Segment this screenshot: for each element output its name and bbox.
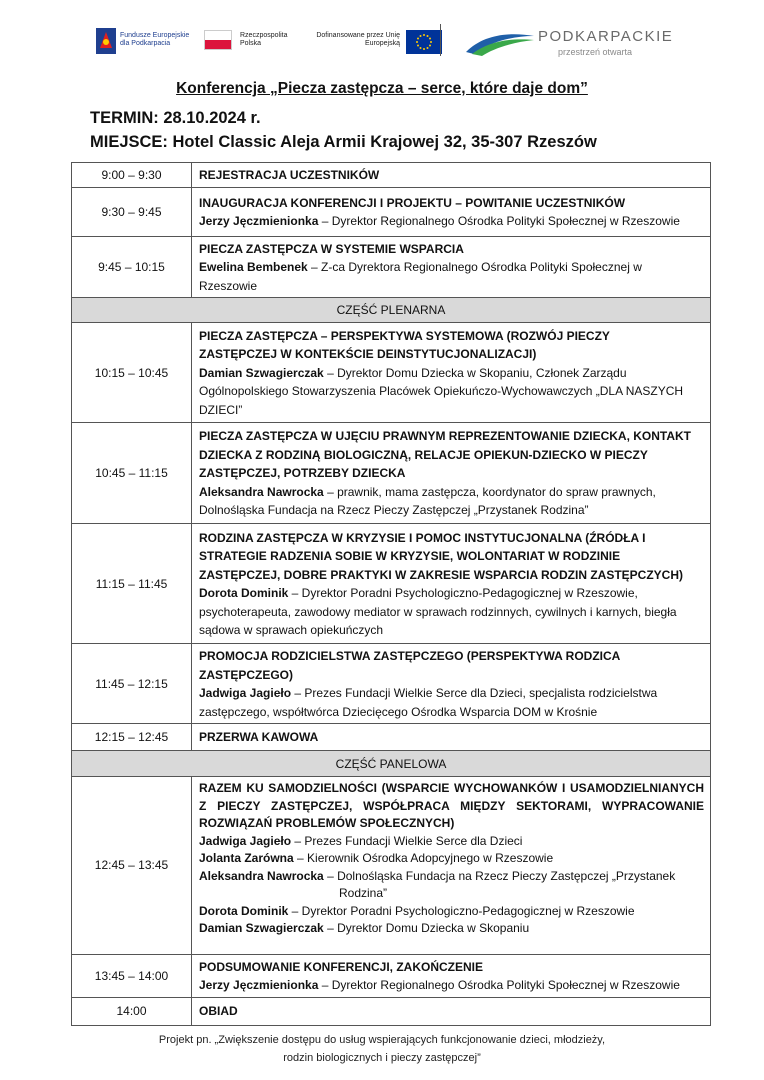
speaker-name: Jerzy Jęczmienionka <box>199 214 319 228</box>
speaker <box>199 920 704 952</box>
agenda-time: 13:45 – 14:00 <box>72 954 192 997</box>
agenda-item <box>192 163 711 188</box>
speaker-name: Dorota Dominik <box>199 903 289 918</box>
polish-flag-icon <box>204 30 232 50</box>
speaker <box>199 212 704 231</box>
agenda-item-title: PODSUMOWANIE KONFERENCJI, ZAKOŃCZENIE <box>199 959 484 974</box>
speaker-role: – Z-ca Dyrektora Regionalnego Ośrodka Polityki Społecznej w Rzeszowie <box>199 260 642 293</box>
fe-logo-icon <box>96 28 116 54</box>
speaker <box>199 976 704 995</box>
agenda-row <box>72 423 711 524</box>
agenda-row <box>72 954 711 997</box>
agenda-item <box>192 777 711 955</box>
speaker-name: Jerzy Jęczmienionka <box>199 978 319 992</box>
agenda-item-title: RODZINA ZASTĘPCZA W KRYZYSIE I POMOC INSTYTUCJONALNA (ŹRÓDŁA I STRATEGIE RADZENIA SOBIE W KRYZYSIE, WOLONTARIAT W RODZINIE ZASTĘPCZEJ, DOBRE PRAKTYKI W ZAKRESIE WSPARCIA RODZIN ZASTĘPCZYCH) <box>199 530 684 582</box>
speaker-role: – Dyrektor Poradni Psychologiczno-Pedagogicznej w Rzeszowie, psychoterapeuta, zawodowy mediator w sprawach rodzinnych, cywilnych i karnych, biegła sądowa w sprawach opiekuńczych <box>199 586 677 637</box>
agenda-table <box>71 162 711 1026</box>
speaker-name: Jolanta Zarówna <box>199 851 294 865</box>
eu-logo-text: Dofinansowane przez Unię Europejską <box>316 32 400 47</box>
speaker-role: – Dyrektor Domu Dziecka w Skopaniu, Członek Zarządu Ogólnopolskiego Stowarzyszenia Placówek Opiekuńczo-Wychowawczych „DLA NASZYCH DZIECI” <box>199 365 684 417</box>
agenda-time: 9:00 – 9:30 <box>72 163 192 188</box>
footer-line-2: rodzin biologicznych i pieczy zastępczej” <box>283 1052 481 1064</box>
agenda-time: 11:15 – 11:45 <box>72 524 192 644</box>
agenda-row <box>72 997 711 1025</box>
podkarpackie-logo <box>464 26 674 58</box>
speaker-name: Ewelina Bembenek <box>199 260 308 274</box>
speaker-role: – Prezes Fundacji Wielkie Serce dla Dzieci, specjalista rodzicielstwa zastępczego, współtwórca Dziecięcego Ośrodka Wsparcia DOM w Krośnie <box>199 686 658 719</box>
agenda-row <box>72 777 711 955</box>
footer-line-1: Projekt pn. „Zwiększenie dostępu do usług wspierających funkcjonowanie dzieci, młodzieży, <box>158 1034 606 1046</box>
agenda-item-title: PRZERWA KAWOWA <box>199 730 319 745</box>
agenda-time: 9:45 – 10:15 <box>72 236 192 298</box>
agenda-time: 14:00 <box>72 997 192 1025</box>
agenda-item-title: PIECZA ZASTĘPCZA W UJĘCIU PRAWNYM REPREZENTOWANIE DZIECKA, KONTAKT DZIECKA Z RODZINĄ BIOLOGICZNĄ, RELACJE OPIEKUN-DZIECKO W PIECZY ZASTĘPCZEJ, POTRZEBY DZIECKA <box>199 429 692 481</box>
speaker <box>199 483 704 520</box>
section-heading-plenary: CZĘŚĆ PLENARNA <box>72 298 711 323</box>
event-venue: MIEJSCE: Hotel Classic Aleja Armii Krajowej 32, 35-307 Rzeszów <box>90 133 597 151</box>
eu-logo <box>308 30 448 56</box>
speaker-name: Damian Szwagierczak <box>199 365 324 380</box>
agenda-row <box>72 163 711 188</box>
rp-logo <box>204 30 304 56</box>
speaker-name: Aleksandra Nawrocka <box>199 868 324 883</box>
speaker-role: – Dyrektor Poradni Psychologiczno-Pedagogicznej w Rzeszowie <box>288 903 635 918</box>
speaker-name: Aleksandra Nawrocka <box>199 484 324 499</box>
agenda-item-title: REJESTRACJA UCZESTNIKÓW <box>199 168 380 182</box>
speaker <box>199 868 704 886</box>
agenda-time: 10:15 – 10:45 <box>72 323 192 423</box>
speaker-role: – Dyrektor Domu Dziecka w Skopaniu <box>323 921 530 935</box>
agenda-item-title: INAUGURACJA KONFERENCJI I PROJEKTU – POWITANIE UCZESTNIKÓW <box>199 195 626 210</box>
agenda-item-title: PIECZA ZASTĘPCZA W SYSTEMIE WSPARCIA <box>199 241 464 256</box>
agenda-time: 9:30 – 9:45 <box>72 187 192 236</box>
agenda-time: 12:45 – 13:45 <box>72 777 192 955</box>
logo-separator <box>440 24 441 56</box>
agenda-item <box>192 236 711 298</box>
speaker-name: Dorota Dominik <box>199 586 289 600</box>
agenda-item <box>192 644 711 724</box>
speaker-role: – Dyrektor Regionalnego Ośrodka Polityki Społecznej w Rzeszowie <box>318 978 680 992</box>
agenda-time: 12:15 – 12:45 <box>72 724 192 751</box>
speaker-role: – prawnik, mama zastępcza, koordynator do spraw prawnych, Dolnośląska Fundacja na Rzecz Pieczy Zastępczej „Przystanek Rodzina” <box>199 484 656 518</box>
speaker <box>199 684 704 721</box>
speaker <box>199 833 704 851</box>
speaker <box>199 850 704 868</box>
agenda-item <box>192 187 711 236</box>
agenda-item <box>192 954 711 997</box>
agenda-item <box>192 524 711 644</box>
speaker-name: Damian Szwagierczak <box>199 921 324 935</box>
event-date: TERMIN: 28.10.2024 r. <box>90 109 261 127</box>
agenda-row <box>72 524 711 644</box>
agenda-time: 10:45 – 11:15 <box>72 423 192 524</box>
speaker-role: – Kierownik Ośrodka Adopcyjnego w Rzeszowie <box>293 851 554 865</box>
agenda-row <box>72 644 711 724</box>
speaker-name: Jadwiga Jagieło <box>199 686 292 700</box>
speaker <box>199 364 704 420</box>
speaker-role: – Dolnośląska Fundacja na Rzecz Pieczy Zastępczej „Przystanek <box>323 868 676 883</box>
section-row <box>72 751 711 777</box>
conference-title: Konferencja „Piecza zastępcza – serce, które daje dom” <box>176 80 588 97</box>
footer <box>0 1031 764 1067</box>
agenda-row <box>72 323 711 423</box>
podkarpackie-tagline: przestrzeń otwarta <box>558 47 633 57</box>
agenda-item <box>192 997 711 1025</box>
logo-strip <box>96 22 676 62</box>
agenda-item-title: OBIAD <box>199 1004 238 1019</box>
agenda-item-title: PROMOCJA RODZICIELSTWA ZASTĘPCZEGO (PERSPEKTYWA RODZICA ZASTĘPCZEGO) <box>199 649 620 682</box>
agenda-time: 11:45 – 12:15 <box>72 644 192 724</box>
agenda-row <box>72 724 711 751</box>
speaker <box>199 258 704 295</box>
speaker-role: – Prezes Fundacji Wielkie Serce dla Dzieci <box>291 833 523 848</box>
podkarpackie-swoosh-icon <box>464 30 536 56</box>
speaker-role: – Dyrektor Regionalnego Ośrodka Polityki Społecznej w Rzeszowie <box>318 214 680 228</box>
speaker-name: Jadwiga Jagieło <box>199 833 292 848</box>
agenda-item <box>192 423 711 524</box>
eu-flag-icon <box>406 30 442 54</box>
rp-logo-text: Rzeczpospolita Polska <box>240 32 288 47</box>
agenda-row <box>72 187 711 236</box>
agenda-row <box>72 236 711 298</box>
speaker <box>199 584 704 640</box>
agenda-item <box>192 323 711 423</box>
podkarpackie-name: PODKARPACKIE <box>538 28 674 45</box>
speaker <box>199 903 704 921</box>
speaker-role-continuation: Rodzina” <box>339 886 388 900</box>
section-heading-panel: CZĘŚĆ PANELOWA <box>72 751 711 777</box>
fe-logo-text: Fundusze Europejskie dla Podkarpacia <box>120 32 190 47</box>
agenda-item-title: RAZEM KU SAMODZIELNOŚCI (WSPARCIE WYCHOWANKÓW I USAMODZIELNIANYCH Z PIECZY ZASTĘPCZEJ, WSPÓŁPRACA MIĘDZY SEKTORAMI, WYPRACOWANIE ROZWIĄZAŃ PROBLEMÓW SPOŁECZNYCH) <box>199 781 704 830</box>
section-row <box>72 298 711 323</box>
agenda-item <box>192 724 711 751</box>
fe-logo <box>96 28 196 56</box>
agenda-item-title: PIECZA ZASTĘPCZA – PERSPEKTYWA SYSTEMOWA (ROZWÓJ PIECZY ZASTĘPCZEJ W KONTEKŚCIE DEINSTYTUCJONALIZACJI) <box>199 328 610 362</box>
